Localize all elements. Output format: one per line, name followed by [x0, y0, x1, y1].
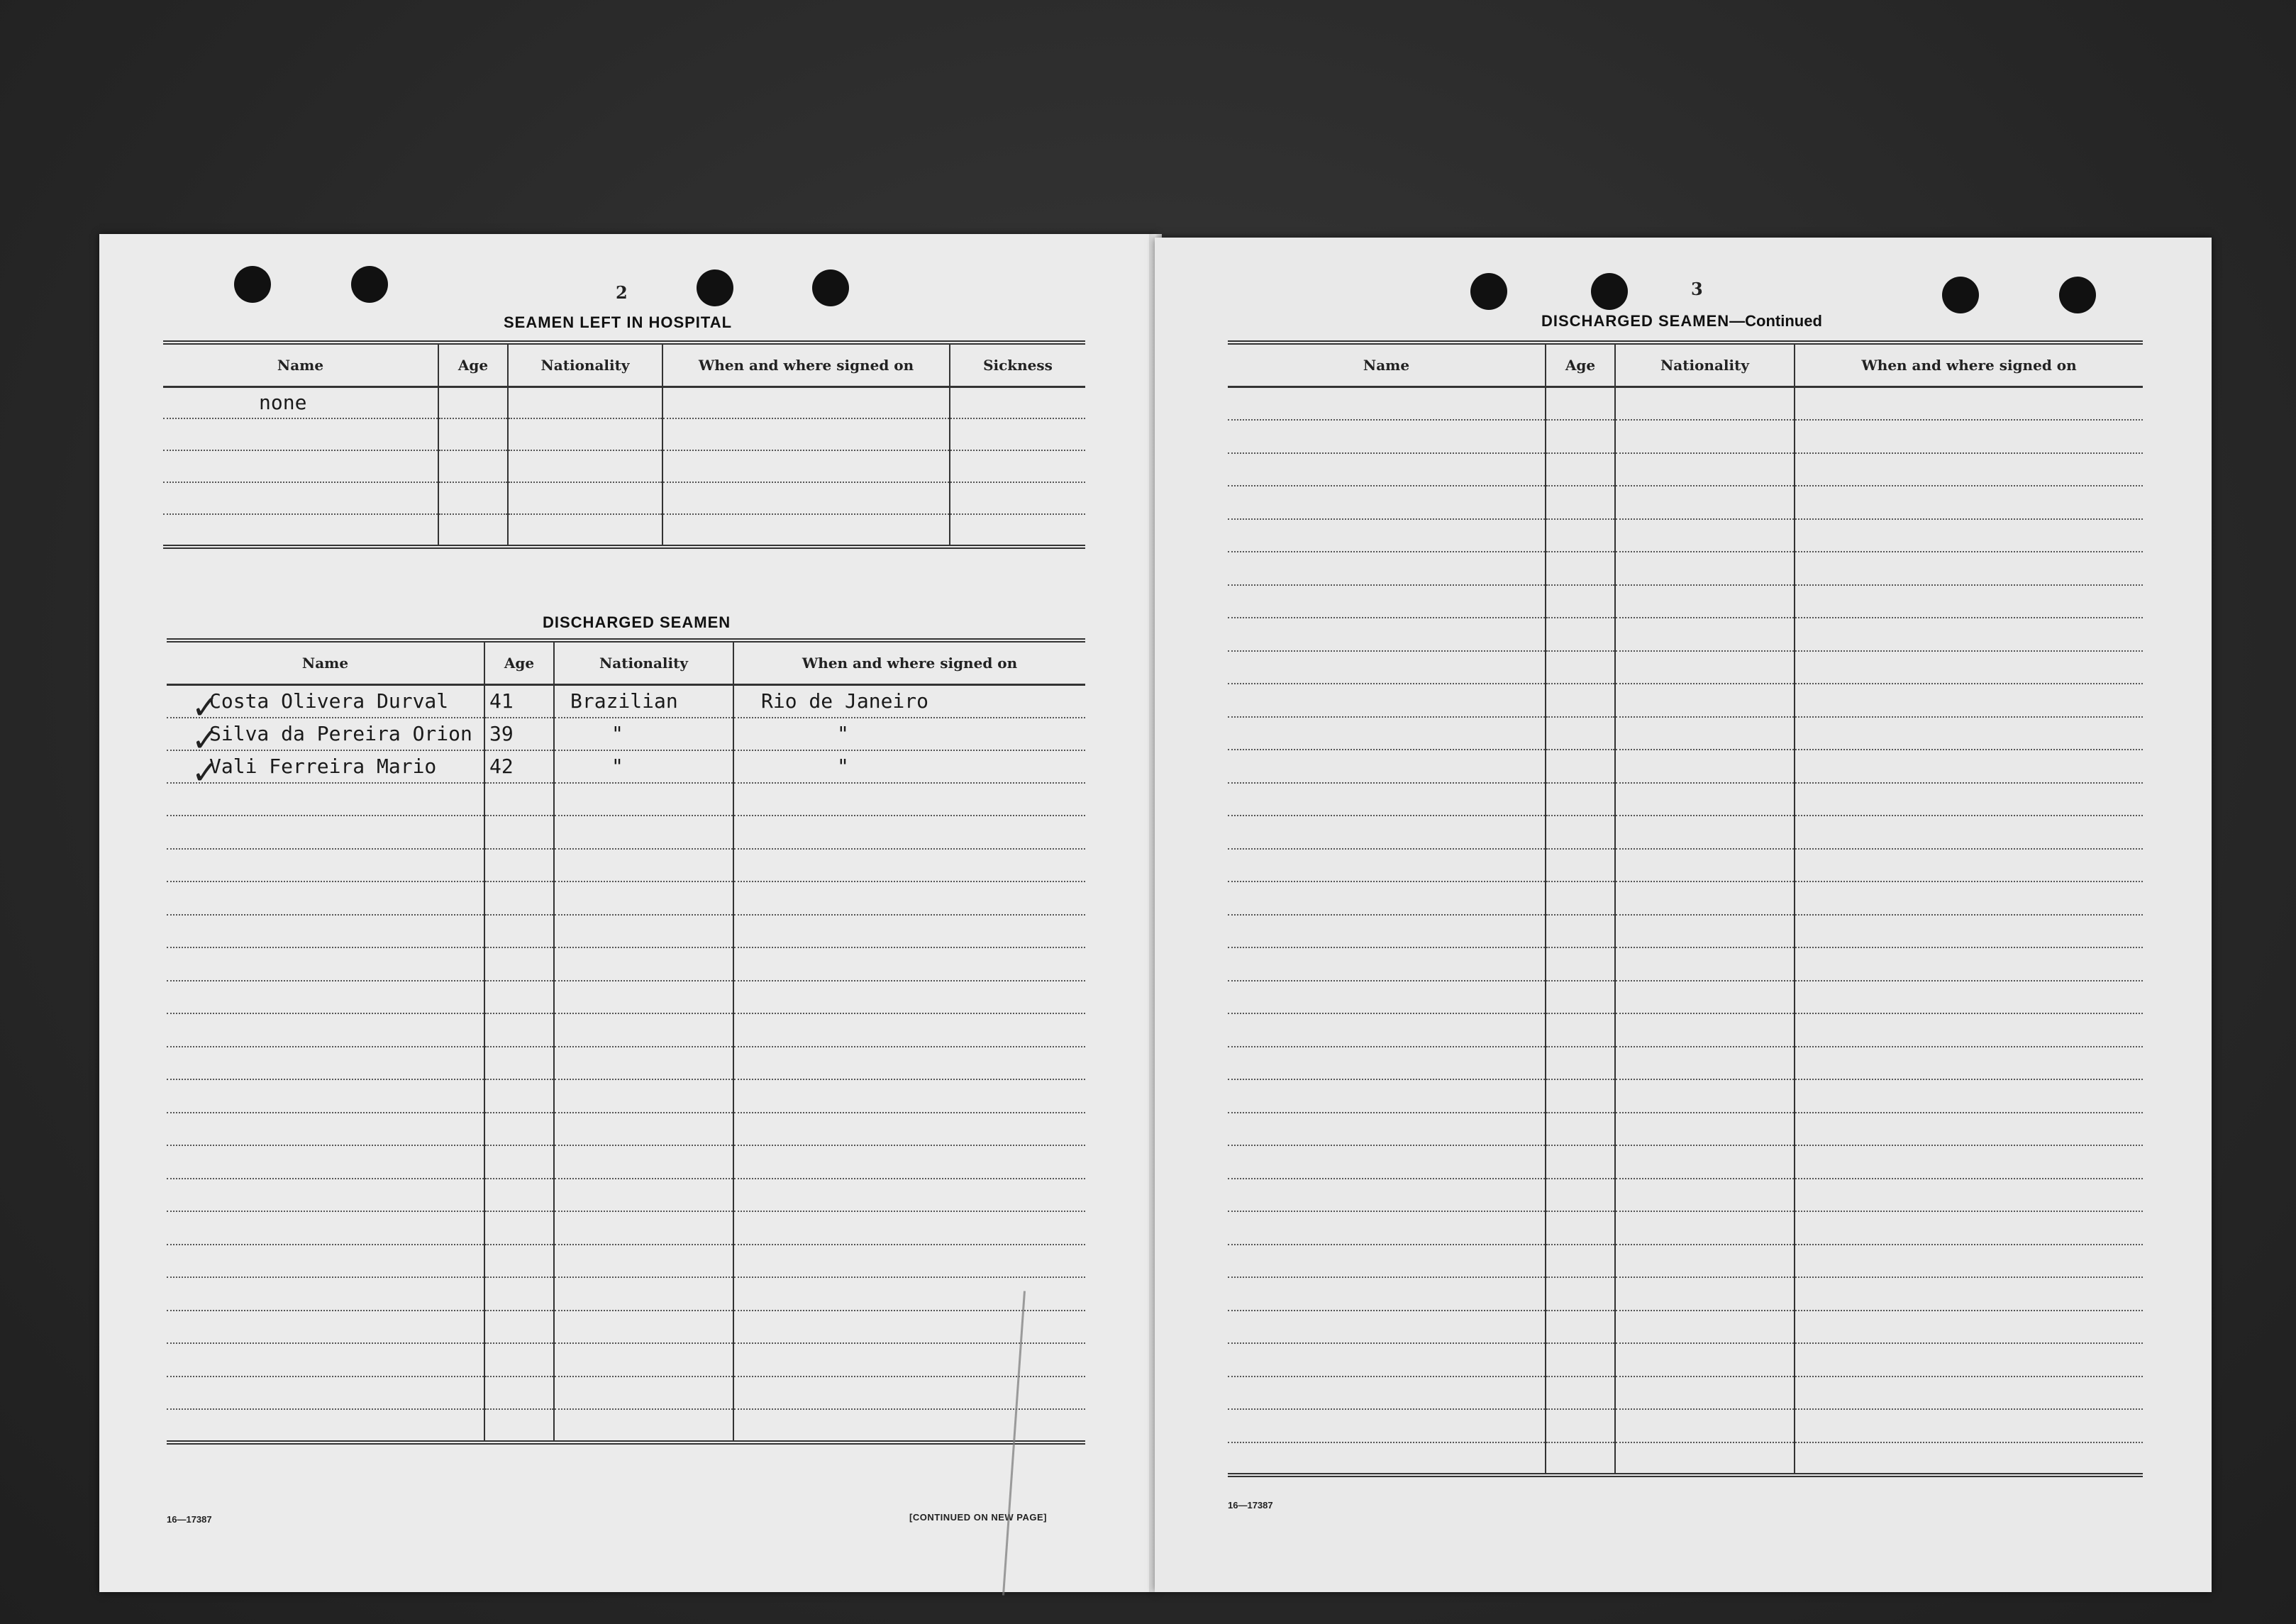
- empty-row: [167, 1113, 1085, 1146]
- seaman-age: 42: [484, 750, 554, 783]
- col-name-header: Name: [167, 640, 484, 685]
- empty-row: [1228, 881, 2143, 915]
- seaman-name: Vali Ferreira Mario: [167, 750, 484, 783]
- table-row: [167, 750, 1085, 783]
- punch-hole-icon: [2059, 277, 2096, 313]
- checkmark-icon: ✓: [192, 688, 219, 726]
- empty-row: [167, 1079, 1085, 1113]
- seaman-signed-on: ": [733, 750, 1085, 783]
- empty-row: [1228, 1013, 2143, 1047]
- empty-row: [1228, 387, 2143, 421]
- empty-row: [167, 881, 1085, 915]
- seaman-nationality: ": [554, 750, 733, 783]
- section-title-suffix: —Continued: [1729, 312, 1822, 330]
- empty-row: [1228, 1311, 2143, 1344]
- empty-row: [1228, 915, 2143, 948]
- punch-hole-icon: [697, 269, 733, 306]
- col-nationality-header: Nationality: [554, 640, 733, 685]
- table-row: [167, 685, 1085, 718]
- checkmark-icon: ✓: [192, 721, 219, 759]
- hospital-entry: none: [163, 387, 438, 418]
- empty-row: [1228, 816, 2143, 849]
- empty-row: [1228, 1277, 2143, 1311]
- discharged-section-title: DISCHARGED SEAMEN: [543, 613, 731, 631]
- empty-row: [167, 1343, 1085, 1376]
- empty-row: [1228, 783, 2143, 816]
- empty-row: [167, 1145, 1085, 1179]
- col-signed-on-header: When and where signed on: [733, 640, 1085, 685]
- punch-hole-icon: [234, 266, 271, 303]
- discharged-continued-title: [1541, 312, 1822, 330]
- col-name-header: Name: [1228, 343, 1546, 387]
- empty-row: [167, 816, 1085, 849]
- empty-row: [1228, 1442, 2143, 1476]
- empty-row: [1228, 519, 2143, 552]
- seaman-signed-on: Rio de Janeiro: [733, 685, 1085, 718]
- punch-hole-icon: [1470, 273, 1507, 310]
- empty-row: [167, 981, 1085, 1014]
- col-age-header: Age: [1546, 343, 1615, 387]
- empty-row: [1228, 552, 2143, 585]
- empty-row: [1228, 651, 2143, 684]
- col-name-header: Name: [163, 343, 438, 387]
- seaman-nationality: Brazilian: [554, 685, 733, 718]
- right-page: [1155, 238, 2212, 1592]
- col-signed-on-header: When and where signed on: [662, 343, 950, 387]
- col-signed-on-header: When and where signed on: [1795, 343, 2143, 387]
- discharged-continued-table: [1228, 340, 2143, 1477]
- empty-row: [1228, 750, 2143, 783]
- discharged-table: [167, 638, 1085, 1445]
- hospital-table: [163, 340, 1085, 549]
- empty-row: [167, 1211, 1085, 1245]
- empty-row: [1228, 1245, 2143, 1278]
- page-number: 2: [616, 282, 628, 303]
- empty-row: [1228, 1145, 2143, 1179]
- col-nationality-header: Nationality: [1615, 343, 1795, 387]
- empty-row: [1228, 1409, 2143, 1442]
- empty-row: [1228, 1047, 2143, 1080]
- empty-row: [1228, 618, 2143, 651]
- empty-row: [167, 1311, 1085, 1344]
- col-age-header: Age: [484, 640, 554, 685]
- table-row: [167, 718, 1085, 750]
- empty-row: [1228, 1179, 2143, 1212]
- col-nationality-header: Nationality: [508, 343, 662, 387]
- seaman-signed-on: ": [733, 718, 1085, 750]
- section-title: DISCHARGED SEAMEN: [1541, 312, 1730, 330]
- left-page: [99, 234, 1156, 1592]
- seaman-nationality: ": [554, 718, 733, 750]
- form-code: 16—17387: [167, 1514, 212, 1525]
- empty-row: [1228, 947, 2143, 981]
- empty-row: [1228, 849, 2143, 882]
- empty-row: [1228, 1343, 2143, 1376]
- empty-row: [1228, 1113, 2143, 1146]
- empty-row: [1228, 453, 2143, 486]
- empty-row: [1228, 981, 2143, 1014]
- form-code: 16—17387: [1228, 1500, 1273, 1511]
- continued-note: [CONTINUED ON NEW PAGE]: [909, 1512, 1047, 1523]
- hospital-section-title: SEAMEN LEFT IN HOSPITAL: [504, 313, 733, 331]
- empty-row: [167, 849, 1085, 882]
- empty-row: [1228, 1211, 2143, 1245]
- punch-hole-icon: [351, 266, 388, 303]
- empty-row: [167, 1013, 1085, 1047]
- punch-hole-icon: [1591, 273, 1628, 310]
- empty-row: [1228, 486, 2143, 519]
- empty-row: [1228, 1079, 2143, 1113]
- seaman-name: Costa Olivera Durval: [167, 685, 484, 718]
- empty-row: [1228, 420, 2143, 453]
- empty-row: [167, 915, 1085, 948]
- empty-row: [167, 1179, 1085, 1212]
- seaman-name: Silva da Pereira Orion: [167, 718, 484, 750]
- seaman-age: 39: [484, 718, 554, 750]
- col-sickness-header: Sickness: [950, 343, 1085, 387]
- empty-row: [167, 1376, 1085, 1410]
- empty-row: [167, 783, 1085, 816]
- page-number: 3: [1691, 279, 1703, 299]
- seaman-age: 41: [484, 685, 554, 718]
- empty-row: [1228, 717, 2143, 750]
- punch-hole-icon: [812, 269, 849, 306]
- empty-row: [1228, 585, 2143, 618]
- empty-row: [1228, 684, 2143, 717]
- empty-row: [167, 947, 1085, 981]
- empty-row: [167, 1047, 1085, 1080]
- empty-row: [1228, 1376, 2143, 1410]
- col-age-header: Age: [438, 343, 508, 387]
- empty-row: [167, 1245, 1085, 1278]
- empty-row: [167, 1409, 1085, 1442]
- checkmark-icon: ✓: [192, 753, 219, 791]
- empty-row: [167, 1277, 1085, 1311]
- punch-hole-icon: [1942, 277, 1979, 313]
